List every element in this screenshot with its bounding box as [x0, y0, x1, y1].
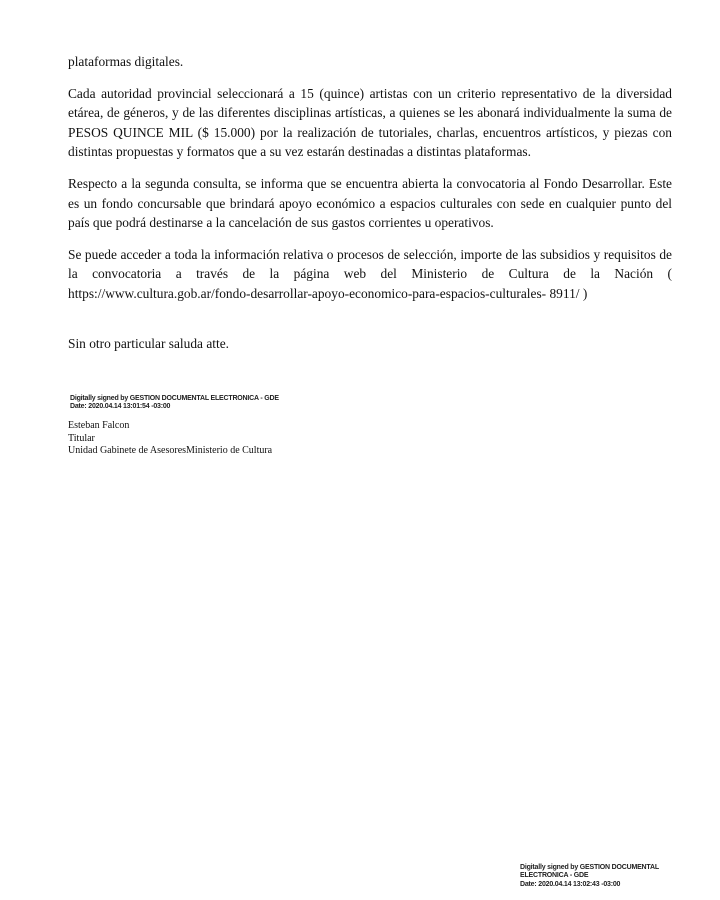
signer-unit: Unidad Gabinete de AsesoresMinisterio de Cultura: [68, 445, 273, 457]
paragraph-fondo-desarrollar: Respecto a la segunda consulta, se informa que se encuentra abierta la convocatoria al Fondo Desarrollar. Este es un fondo concursable que brindará apoyo económico a espacios culturales con sede en cualquier punto del país que podrá destinarse a la cancelación de sus gastos corrientes u operativos.: [68, 175, 672, 231]
signer-name: Esteban Falcon: [68, 420, 130, 431]
paragraph-more-information: Se puede acceder a toda la información relativa o procesos de selección, importe de las subsidios y requisitos de la convocatoria a través de la página web del Ministerio de Cultura de la Nación ( https://www.cultura.gob.ar/fondo-desarrollar-apoyo-economico-para-espacios-culturales- 8911/ ): [68, 246, 672, 301]
paragraph-intro-continuation: plataformas digitales.: [68, 54, 184, 69]
digital-signature-stamp: [70, 395, 279, 412]
closing-line: Sin otro particular saluda atte.: [68, 335, 230, 351]
signature-signed-by: Digitally signed by GESTION DOCUMENTAL ELECTRONICA - GDE: [520, 864, 659, 880]
digital-signature-stamp-footer: [520, 864, 670, 889]
signer-block: [68, 420, 272, 458]
letter-body: [68, 52, 672, 365]
signature-signed-by: Digitally signed by GESTION DOCUMENTAL ELECTRONICA - GDE: [70, 395, 279, 402]
signer-role: Titular: [68, 432, 95, 444]
paragraph-artists-selection: Cada autoridad provincial seleccionará a 15 (quince) artistas con un criterio representativo de la diversidad etárea, de géneros, y de las diferentes disciplinas artísticas, a quienes se les abonará individualmente la suma de PESOS QUINCE MIL ($ 15.000) por la realización de tutoriales, charlas, encuentros artísticos, y piezas con distintas propuestas y formatos que a su vez estarán destinadas a distintas plataformas.: [68, 85, 672, 160]
signature-date: Date: 2020.04.14 13:01:54 -03:00: [70, 403, 171, 411]
signature-date: Date: 2020.04.14 13:02:43 -03:00: [520, 880, 621, 888]
